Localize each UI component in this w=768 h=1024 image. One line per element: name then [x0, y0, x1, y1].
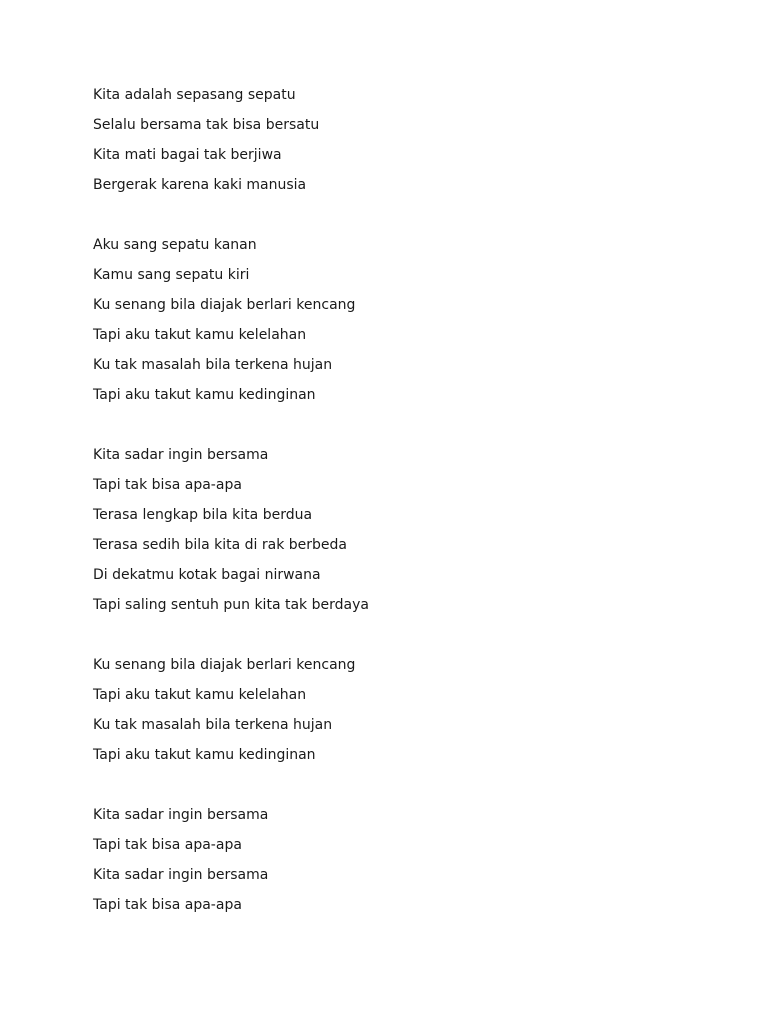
stanza-2 [93, 233, 733, 413]
lyrics-document [93, 83, 733, 923]
lyric-line: Kamu sang sepatu kiri [93, 267, 250, 283]
lyric-line: Tapi aku takut kamu kedinginan [93, 747, 316, 763]
lyric-line: Terasa lengkap bila kita berdua [93, 507, 313, 523]
lyric-line: Kita adalah sepasang sepatu [93, 87, 296, 103]
lyric-line: Selalu bersama tak bisa bersatu [93, 117, 320, 133]
lyric-line: Tapi aku takut kamu kelelahan [93, 327, 307, 343]
lyric-line: Kita mati bagai tak berjiwa [93, 147, 282, 163]
lyric-line: Bergerak karena kaki manusia [93, 177, 307, 193]
lyric-line: Ku tak masalah bila terkena hujan [93, 717, 333, 733]
stanza-5 [93, 803, 733, 923]
lyric-line: Ku senang bila diajak berlari kencang [93, 657, 356, 673]
lyric-line: Kita sadar ingin bersama [93, 867, 269, 883]
lyric-line: Terasa sedih bila kita di rak berbeda [93, 537, 348, 553]
lyric-line: Kita sadar ingin bersama [93, 807, 269, 823]
lyric-line: Ku tak masalah bila terkena hujan [93, 357, 333, 373]
lyric-line: Tapi tak bisa apa-apa [93, 837, 242, 853]
lyric-line: Tapi tak bisa apa-apa [93, 897, 242, 913]
lyric-line: Ku senang bila diajak berlari kencang [93, 297, 356, 313]
lyric-line: Tapi aku takut kamu kelelahan [93, 687, 307, 703]
stanza-4 [93, 653, 733, 773]
lyric-line: Kita sadar ingin bersama [93, 447, 269, 463]
lyric-line: Di dekatmu kotak bagai nirwana [93, 567, 321, 583]
lyric-line: Tapi aku takut kamu kedinginan [93, 387, 316, 403]
lyric-line: Aku sang sepatu kanan [93, 237, 257, 253]
stanza-3 [93, 443, 733, 623]
stanza-1 [93, 83, 733, 203]
lyric-line: Tapi tak bisa apa-apa [93, 477, 242, 493]
lyric-line: Tapi saling sentuh pun kita tak berdaya [93, 597, 369, 613]
